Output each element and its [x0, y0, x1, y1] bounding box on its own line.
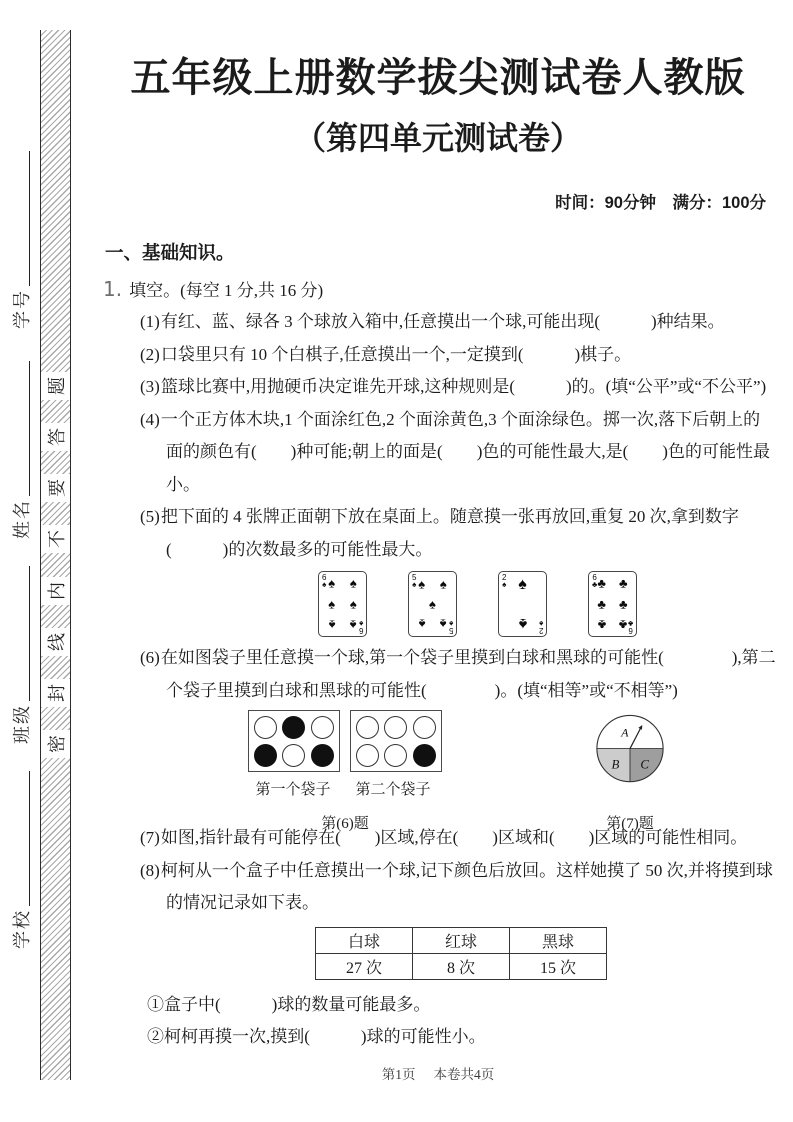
paper-content [100, 0, 776, 1083]
spinner-label-c: C [640, 757, 649, 772]
spinner-figure [587, 708, 673, 840]
q1-item-3 [120, 371, 776, 404]
white-ball-icon [356, 744, 379, 767]
spinner-label-b: B [611, 757, 620, 772]
page-number: 第1页 [381, 1066, 416, 1082]
q8-subitem-2 [147, 1021, 776, 1054]
question-1-heading [103, 274, 776, 306]
field-class-label: 班级 [12, 704, 32, 744]
table-value-cell: 8 次 [413, 953, 510, 979]
field-student-name-blank-line [29, 361, 30, 496]
spade-pip-icon: ♠ [439, 576, 447, 592]
field-school [7, 771, 33, 949]
table-value-cell: 15 次 [510, 953, 607, 979]
bag-1 [248, 710, 340, 772]
item-number: (4) [140, 409, 160, 429]
table-value-row [316, 953, 607, 979]
subitem-text: 柯柯再摸一次,摸到( )球的可能性小。 [164, 1027, 486, 1046]
q1-item-1 [120, 306, 776, 339]
club-pip-icon: ♣ [619, 617, 628, 633]
seal-char-glyph: 封 [46, 683, 67, 702]
bag-labels [248, 774, 442, 807]
question-1-items [120, 306, 776, 920]
q1-item-8 [120, 855, 776, 920]
bag-1-label: 第一个袋子 [255, 782, 331, 798]
table-header-cell: 黑球 [510, 927, 607, 953]
subitem-number: ① [147, 994, 164, 1014]
table-header-cell: 白球 [316, 927, 413, 953]
bag-2 [350, 710, 442, 772]
spinner-svg [587, 708, 673, 796]
black-ball-icon [254, 744, 277, 767]
item-number: (2) [140, 344, 160, 364]
item-number: (6) [140, 648, 160, 667]
black-ball-icon [311, 744, 334, 767]
club-pip-icon: ♣ [597, 617, 606, 633]
spade-pip-icon: ♠ [518, 575, 527, 593]
item-text: 把下面的 4 张牌正面朝下放在桌面上。随意摸一张再放回,重复 20 次,拿到数字( )的次数最多的可能性最大。 [160, 507, 739, 559]
subitem-text: 盒子中( )球的数量可能最多。 [164, 994, 431, 1014]
section-1-heading: 一、基础知识。 [105, 242, 235, 263]
spade-pip-icon: ♠ [349, 617, 357, 633]
card-corner-index: 6 ♠ [322, 573, 327, 589]
bags-figure [248, 710, 442, 840]
total-pages: 本卷共4页 [433, 1066, 495, 1082]
card-corner-index: 2 ♠ [538, 619, 543, 635]
spinner-figure-caption: 第(7)题 [606, 815, 654, 832]
item-text: 口袋里只有 10 个白棋子,任意摸出一个,一定摸到( )棋子。 [160, 344, 632, 364]
playing-card-5-spade [408, 571, 457, 637]
item-number: (8) [140, 860, 160, 880]
seal-char-glyph: 内 [46, 581, 67, 600]
spade-pip-icon: ♠ [418, 616, 426, 632]
white-ball-icon [254, 716, 277, 739]
table-value-cell: 27 次 [316, 953, 413, 979]
spade-pip-icon: ♠ [349, 575, 357, 591]
spade-pip-icon: ♠ [328, 596, 336, 612]
seal-char [41, 628, 70, 656]
seal-char-glyph: 线 [46, 632, 67, 651]
seal-char [41, 423, 70, 451]
card-corner-index: 5 ♠ [448, 619, 453, 635]
seal-char [41, 474, 70, 502]
field-student-number-blank-line [29, 151, 30, 286]
spade-pip-icon: ♠ [328, 617, 336, 633]
time-score-info: 时间：90分钟 满分：100分 [555, 194, 766, 212]
question-1-number: 1. [103, 277, 123, 301]
playing-card-2-spade [498, 571, 547, 637]
seal-char [41, 372, 70, 400]
bags-and-spinner-figures [120, 708, 776, 832]
subitem-number: ② [147, 1027, 164, 1046]
item-text: 有红、蓝、绿各 3 个球放入箱中,任意摸出一个球,可能出现( )种结果。 [160, 312, 725, 331]
table-header-cell: 红球 [413, 927, 510, 953]
item-text: 在如图袋子里任意摸一个球,第一个袋子里摸到白球和黑球的可能性( ),第二个袋子里摸到白球和黑球的可能性( )。(填“相等”或“不相等”) [160, 648, 776, 700]
bags-rects [248, 710, 442, 772]
spade-pip-icon: ♠ [328, 575, 336, 591]
black-ball-icon [282, 716, 305, 739]
card-corner-index: 5 ♠ [412, 573, 417, 589]
white-ball-icon [384, 716, 407, 739]
white-ball-icon [356, 716, 379, 739]
field-student-number-label: 学号 [12, 289, 32, 329]
q1-item-5 [120, 501, 776, 566]
field-class [7, 566, 33, 744]
seal-char-glyph: 要 [46, 479, 67, 498]
spade-pip-icon: ♠ [518, 615, 527, 633]
spade-pip-icon: ♠ [439, 616, 447, 632]
card-corner-index: 6 ♣ [592, 573, 598, 589]
seal-char [41, 525, 70, 553]
q8-subitem-1 [147, 989, 776, 1022]
q1-item-2 [120, 339, 776, 372]
item-text: 篮球比赛中,用抛硬币决定谁先开球,这种规则是( )的。(填“公平”或“不公平”) [160, 377, 767, 396]
item-number: (3) [140, 377, 160, 396]
bag-2-label: 第二个袋子 [355, 782, 431, 798]
seal-char [41, 679, 70, 707]
seal-char [41, 577, 70, 605]
black-ball-icon [413, 744, 436, 767]
card-corner-index: 2 ♠ [502, 573, 507, 589]
club-pip-icon: ♣ [619, 575, 628, 591]
seal-line-band [40, 30, 71, 1080]
item-text: 如图,指针最有可能停在( )区域,停在( )区域和( )区域的可能性相同。 [160, 828, 748, 847]
item-number: (5) [140, 507, 160, 526]
item-number: (7) [140, 828, 160, 847]
bags-figure-caption: 第(6)题 [321, 815, 369, 832]
field-student-number [7, 151, 33, 329]
white-ball-icon [282, 744, 305, 767]
club-pip-icon: ♣ [619, 596, 628, 612]
seal-char-glyph: 不 [46, 530, 67, 549]
q1-item-7 [120, 822, 776, 855]
item-number: (1) [140, 312, 160, 331]
card-corner-index: 6 ♣ [627, 619, 633, 635]
field-school-blank-line [29, 771, 30, 906]
q1-item-6 [120, 642, 776, 707]
playing-card-6-club [588, 571, 637, 637]
club-pip-icon: ♣ [597, 596, 606, 612]
card-corner-index: 6 ♠ [358, 619, 363, 635]
seal-char-glyph: 密 [46, 734, 67, 753]
club-pip-icon: ♣ [597, 575, 606, 591]
spinner-label-a: A [621, 725, 629, 740]
field-student-name [7, 361, 33, 539]
q1-item-4 [120, 404, 776, 502]
field-school-label: 学校 [12, 909, 32, 949]
ball-record-table [315, 927, 607, 980]
page-footer [100, 1063, 776, 1083]
item-text: 柯柯从一个盒子中任意摸出一个球,记下颜色后放回。这样她摸了 50 次,并将摸到球的情况记录如下表。 [160, 860, 773, 912]
question-8-subitems [147, 989, 776, 1054]
seal-char [41, 730, 70, 758]
playing-cards-figure [318, 571, 776, 635]
spade-pip-icon: ♠ [418, 576, 426, 592]
seal-char-glyph: 答 [46, 428, 67, 447]
white-ball-icon [384, 744, 407, 767]
question-1-title: 填空。(每空 1 分,共 16 分) [129, 281, 324, 300]
spade-pip-icon: ♠ [429, 596, 436, 612]
paper-subtitle: （第四单元测试卷） [293, 120, 582, 156]
item-text: 一个正方体木块,1 个面涂红色,2 个面涂黄色,3 个面涂绿色。掷一次,落下后朝上的面的颜色有( )种可能;朝上的面是( )色的可能性最大,是( )色的可能性最小。 [160, 409, 770, 494]
white-ball-icon [311, 716, 334, 739]
paper-title: 五年级上册数学拔尖测试卷人教版 [130, 56, 746, 100]
white-ball-icon [413, 716, 436, 739]
spade-pip-icon: ♠ [349, 596, 357, 612]
table-header-row [316, 927, 607, 953]
field-class-blank-line [29, 566, 30, 701]
field-student-name-label: 姓名 [12, 499, 32, 539]
seal-text [41, 372, 70, 758]
playing-card-6-spade [318, 571, 367, 637]
seal-char-glyph: 题 [46, 377, 67, 395]
